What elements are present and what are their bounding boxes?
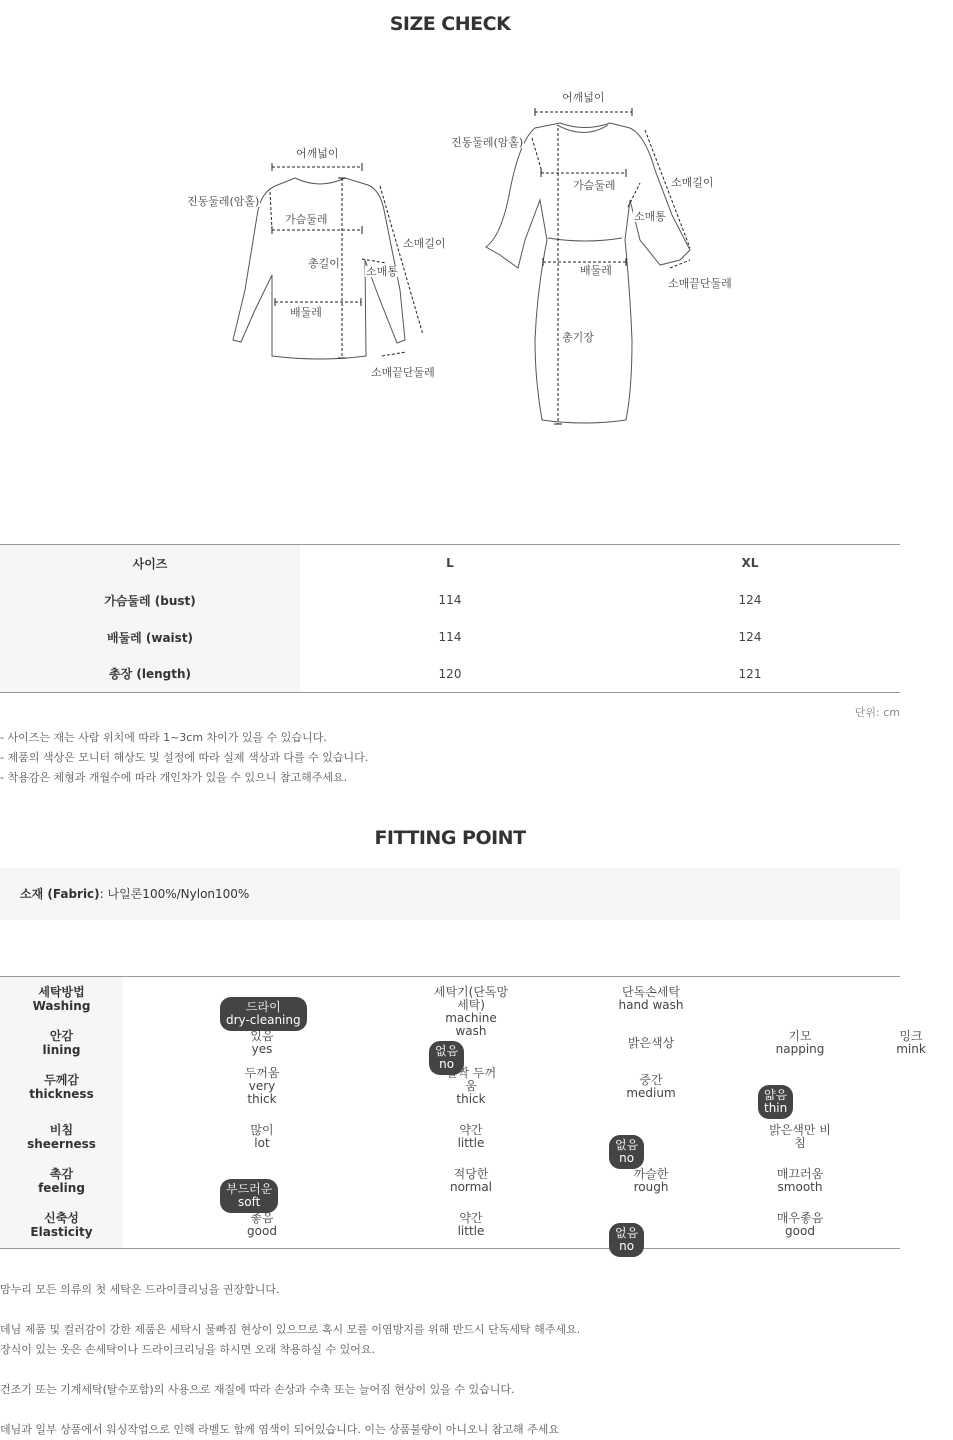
fitting-option-ko: 밝은색만 비 bbox=[769, 1123, 831, 1137]
row-label: 배둘레 (waist) bbox=[0, 619, 300, 656]
fitting-option-ko: 매우좋음 bbox=[776, 1211, 824, 1225]
fitting-option-en: little bbox=[457, 1224, 485, 1238]
fitting-option bbox=[429, 1168, 513, 1194]
fitting-option-en: machine wash bbox=[445, 1011, 497, 1038]
fitting-option-en: napping bbox=[775, 1042, 825, 1056]
fitting-option bbox=[758, 1124, 842, 1150]
cell-l: 114 bbox=[438, 593, 462, 607]
label-dress-sleeve-width: 소매통 bbox=[634, 210, 666, 223]
label-top-sleeve-length: 소매길이 bbox=[403, 237, 446, 250]
fitting-option-ko: 움 bbox=[465, 1079, 477, 1093]
fitting-point-title: FITTING POINT bbox=[374, 827, 526, 849]
garment-illustration bbox=[0, 40, 900, 520]
care-note: 장식이 있는 옷은 손세탁이나 드라이크리닝을 하시면 오래 착용하실 수 있어요. bbox=[0, 1343, 375, 1356]
fitting-option bbox=[609, 986, 693, 1012]
label-dress-waist: 배둘레 bbox=[580, 264, 612, 277]
unit-label: 단위: cm bbox=[854, 706, 900, 719]
cell-l: 114 bbox=[438, 630, 462, 644]
fitting-option-ko: 좋음 bbox=[250, 1211, 274, 1225]
fitting-row-header-en: thickness bbox=[29, 1087, 94, 1101]
fitting-option-ko: 약간 bbox=[459, 1211, 483, 1225]
fitting-option-ko: 부드러운 bbox=[226, 1182, 273, 1196]
fitting-option-ko: 적당한 bbox=[453, 1167, 489, 1181]
care-note: 맘누리 모든 의류의 첫 세탁은 드라이클리닝을 권장합니다. bbox=[0, 1283, 280, 1296]
fitting-option-en: no bbox=[619, 1239, 635, 1253]
fitting-row-header bbox=[0, 1123, 123, 1151]
label-top-shoulder: 어깨넓이 bbox=[296, 147, 339, 160]
cell-l: 120 bbox=[438, 666, 462, 681]
size-header-l: L bbox=[446, 556, 454, 571]
fitting-row-header-en: sheerness bbox=[27, 1137, 96, 1151]
size-notes bbox=[0, 730, 368, 790]
fabric-value: : 나일론100%/Nylon100% bbox=[99, 887, 250, 901]
label-dress-cuff: 소매끝단둘레 bbox=[668, 277, 732, 290]
label-top-bust: 가슴둘레 bbox=[285, 213, 328, 226]
fitting-option-ko: 많이 bbox=[250, 1123, 274, 1137]
fitting-option-ko: 중간 bbox=[639, 1073, 663, 1087]
fitting-option-ko: 얇음 bbox=[764, 1088, 788, 1102]
fitting-option-ko: 까슬한 bbox=[633, 1167, 669, 1181]
table-row bbox=[0, 619, 900, 656]
fitting-row-header bbox=[0, 1211, 123, 1239]
size-header-label: 사이즈 bbox=[0, 545, 300, 582]
fitting-option-en: dry-cleaning bbox=[226, 1013, 301, 1027]
cell-xl: 124 bbox=[738, 593, 762, 607]
fitting-row-header bbox=[0, 1167, 123, 1195]
fitting-row bbox=[0, 1205, 900, 1253]
fitting-option-en: no bbox=[619, 1151, 635, 1165]
fitting-option-en: mink bbox=[896, 1042, 926, 1056]
fitting-option-ko: 있음 bbox=[250, 1029, 274, 1043]
fitting-option-ko: 드라이 bbox=[245, 1000, 281, 1014]
label-dress-shoulder: 어깨넓이 bbox=[562, 91, 605, 104]
fitting-table bbox=[0, 976, 926, 1253]
fitting-option bbox=[758, 1168, 842, 1194]
fitting-option-ko: 약간 bbox=[459, 1123, 483, 1137]
fitting-option-ko: 기모 bbox=[788, 1029, 812, 1043]
fitting-option-en: thick bbox=[247, 1092, 277, 1106]
label-dress-armhole: 진동둘레(암홀) bbox=[451, 136, 524, 149]
fitting-option-en: medium bbox=[626, 1086, 676, 1100]
fitting-option bbox=[429, 1067, 513, 1106]
fitting-option-en: thick bbox=[456, 1092, 486, 1106]
fitting-option-selected bbox=[758, 1085, 793, 1119]
fitting-option-en: soft bbox=[238, 1195, 261, 1209]
fitting-option-ko: 없음 bbox=[615, 1138, 639, 1152]
fitting-option bbox=[220, 1067, 304, 1106]
fitting-option-ko: 단독손세탁 bbox=[622, 985, 680, 999]
fitting-option-ko: 세탁기(단독망세탁) bbox=[433, 985, 509, 1012]
table-row bbox=[0, 582, 900, 619]
fitting-row-header bbox=[0, 985, 123, 1013]
fitting-row bbox=[0, 1066, 900, 1115]
care-note: 데님과 일부 상품에서 워싱작업으로 인해 라벨도 함께 염색이 되어있습니다. 이는 상품불량이 아니오니 참고해 주세요 bbox=[0, 1423, 559, 1436]
fitting-option-ko: 없음 bbox=[435, 1044, 459, 1058]
note-item: - 사이즈는 재는 사람 위치에 따라 1~3cm 차이가 있을 수 있습니다. bbox=[0, 731, 327, 744]
fitting-option-en: little bbox=[457, 1136, 485, 1150]
fitting-row-header bbox=[0, 1073, 123, 1101]
fabric-info bbox=[0, 868, 900, 920]
fitting-option bbox=[220, 1030, 304, 1056]
fitting-option-en: thin bbox=[764, 1101, 788, 1115]
fitting-option-en: yes bbox=[251, 1042, 273, 1056]
fitting-row-header-ko: 촉감 bbox=[49, 1167, 74, 1181]
fitting-option bbox=[869, 1030, 953, 1056]
label-dress-total-length: 총기장 bbox=[562, 331, 594, 344]
fitting-row-header-en: Washing bbox=[32, 999, 91, 1013]
fitting-option-en: rough bbox=[633, 1180, 669, 1194]
label-top-cuff: 소매끝단둘레 bbox=[371, 366, 435, 379]
cell-xl: 121 bbox=[738, 666, 762, 681]
cell-xl: 124 bbox=[738, 630, 762, 644]
fitting-option-en: good bbox=[247, 1224, 277, 1238]
label-dress-bust: 가슴둘레 bbox=[573, 179, 616, 192]
fitting-option bbox=[220, 1212, 304, 1238]
size-diagram bbox=[0, 40, 900, 520]
fitting-option bbox=[758, 1030, 842, 1056]
fitting-row-header-ko: 안감 bbox=[49, 1029, 74, 1043]
label-top-armhole: 진동둘레(암홀) bbox=[187, 195, 260, 208]
fitting-option-ko: 침 bbox=[794, 1136, 806, 1150]
fitting-option-en: smooth bbox=[777, 1180, 823, 1194]
fitting-row bbox=[0, 1023, 926, 1071]
fitting-option-en: hand wash bbox=[618, 998, 684, 1012]
note-item: - 제품의 색상은 모니터 해상도 및 설정에 따라 실제 색상과 다를 수 있습니다. bbox=[0, 751, 369, 764]
fitting-option-ko: 두꺼움 bbox=[244, 1066, 280, 1080]
size-check-title: SIZE CHECK bbox=[389, 13, 511, 35]
fitting-row-header-ko: 두께감 bbox=[44, 1073, 79, 1087]
label-top-sleeve-width: 소매통 bbox=[366, 265, 398, 278]
row-label: 총장 (length) bbox=[0, 656, 300, 693]
fitting-option-en: no bbox=[439, 1057, 455, 1071]
fitting-option-en: lot bbox=[254, 1136, 270, 1150]
size-header-xl: XL bbox=[741, 556, 759, 571]
fitting-option-ko: 없음 bbox=[615, 1226, 639, 1240]
row-label: 가슴둘레 (bust) bbox=[0, 582, 300, 619]
fitting-row-header bbox=[0, 1029, 123, 1057]
fitting-row-header-en: lining bbox=[42, 1043, 81, 1057]
fitting-option-ko: 밍크 bbox=[899, 1029, 923, 1043]
care-note: 건조기 또는 기계세탁(탈수포함)의 사용으로 재질에 따라 손상과 수축 또는 늘어짐 현상이 있을 수 있습니다. bbox=[0, 1383, 515, 1396]
size-table-header bbox=[0, 545, 900, 582]
fitting-option-selected bbox=[609, 1223, 644, 1257]
size-table bbox=[0, 544, 900, 693]
fabric-label: 소재 (Fabric) bbox=[20, 887, 100, 901]
fitting-option-en: normal bbox=[449, 1180, 493, 1194]
fitting-option bbox=[609, 1168, 693, 1194]
table-row bbox=[0, 656, 900, 693]
fitting-row bbox=[0, 1117, 900, 1165]
fitting-row-header-en: feeling bbox=[38, 1181, 85, 1195]
fitting-row-header-ko: 비침 bbox=[49, 1123, 74, 1137]
care-note: 데님 제품 및 컬러감이 강한 제품은 세탁시 물빠짐 현상이 있으므로 혹시 모를 이염방지를 위해 반드시 단독세탁 해주세요. bbox=[0, 1323, 581, 1336]
label-top-length: 총길이 bbox=[308, 257, 340, 270]
fitting-option-en: very bbox=[248, 1079, 276, 1093]
fitting-row bbox=[0, 1161, 900, 1209]
fitting-option bbox=[758, 1212, 842, 1238]
fitting-option-ko: 살짝 두꺼 bbox=[445, 1066, 497, 1080]
fitting-row-header-en: Elasticity bbox=[30, 1225, 93, 1239]
note-item: - 착용감은 체형과 개월수에 따라 개인차가 있을 수 있으니 참고해주세요. bbox=[0, 771, 348, 784]
fitting-option-ko: 밝은색상 bbox=[627, 1036, 675, 1050]
fitting-option bbox=[609, 1074, 693, 1100]
label-top-waist: 배둘레 bbox=[290, 306, 322, 319]
fitting-row-header-ko: 세탁방법 bbox=[38, 985, 85, 999]
fitting-option-ko: 매끄러움 bbox=[776, 1167, 824, 1181]
fitting-row-header-ko: 신축성 bbox=[44, 1211, 79, 1225]
fitting-option-en: good bbox=[785, 1224, 815, 1238]
fitting-option bbox=[429, 1124, 513, 1150]
fitting-option bbox=[609, 1037, 693, 1050]
label-dress-sleeve-length: 소매길이 bbox=[671, 176, 714, 189]
fitting-option bbox=[429, 1212, 513, 1238]
fitting-option bbox=[220, 1124, 304, 1150]
